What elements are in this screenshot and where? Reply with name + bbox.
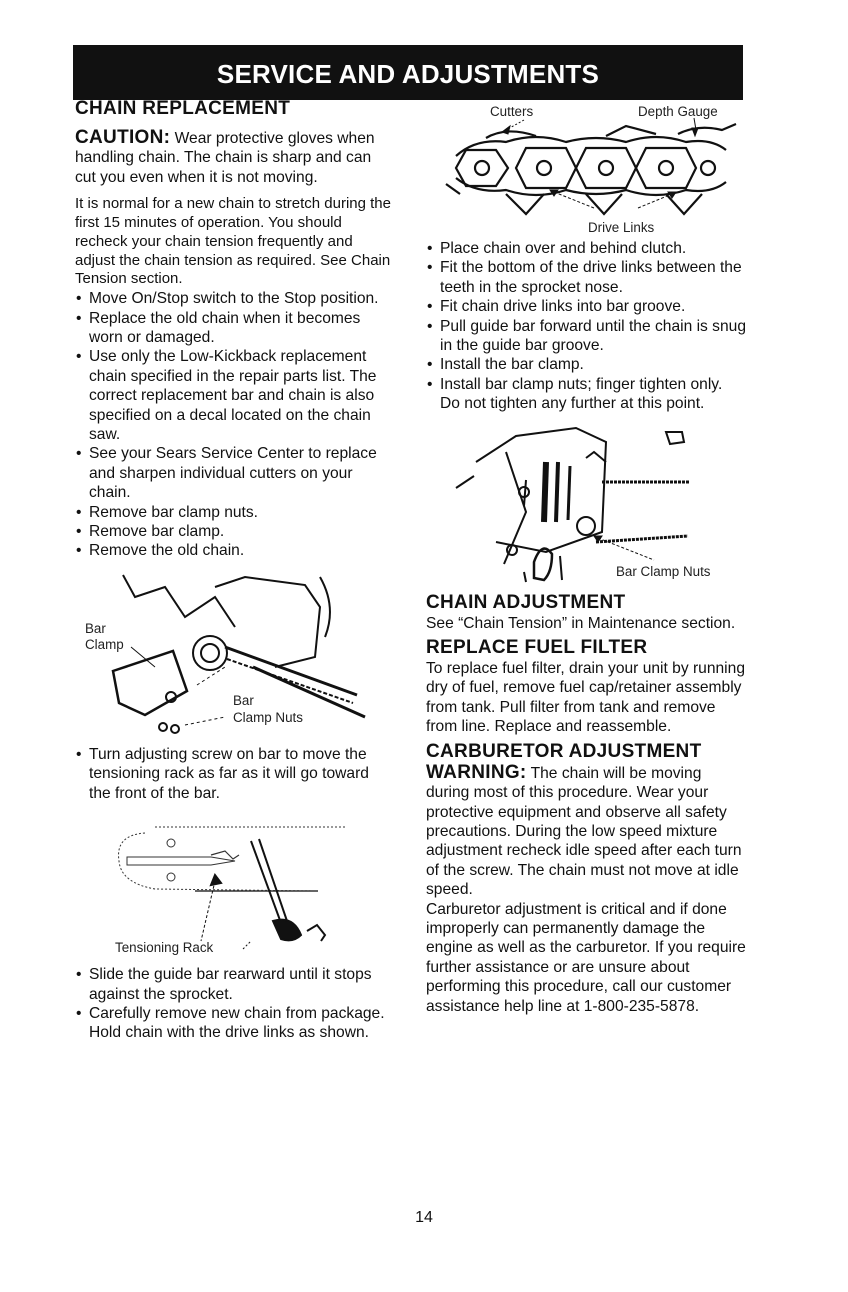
label-bar-clamp-line1: Bar xyxy=(85,620,106,636)
warning-label: WARNING: xyxy=(426,761,527,783)
label-bar-clamp-line2: Clamp xyxy=(85,636,124,652)
list-item: • Fit chain drive links into bar groove. xyxy=(426,297,746,316)
chain-adjustment-heading: CHAIN ADJUSTMENT xyxy=(426,591,626,613)
right-column xyxy=(426,98,746,1016)
page-header-banner: SERVICE AND ADJUSTMENTS xyxy=(73,45,743,100)
list-item: • Fit the bottom of the drive links between the teeth in the sprocket nose. xyxy=(426,258,746,297)
list-item: • Install the bar clamp. xyxy=(426,355,746,374)
replace-fuel-filter-heading: REPLACE FUEL FILTER xyxy=(426,637,648,659)
warning-text: The chain will be moving during most of this procedure. Wear your protective equipment and observe all safety precautions. During the low speed mixture adjustment recheck idle speed after each turn of the screw. The chain must not move at idle speed. xyxy=(426,764,742,899)
intro-paragraph: It is normal for a new chain to stretch during the first 15 minutes of operation. You should recheck your chain tension frequently and adjust the chain tension as required. See Chain Tension section. xyxy=(75,195,391,288)
list-item: • Turn adjusting screw on bar to move the tensioning rack as far as it will go toward the front of the bar. xyxy=(75,745,393,803)
list-item: • Move On/Stop switch to the Stop position. xyxy=(75,289,393,308)
replace-fuel-filter-text: To replace fuel filter, drain your unit by running dry of fuel, remove fuel cap/retainer assembly from tank. Pull filter from tank and remove from line. Replace and reassemble. xyxy=(426,660,745,736)
list-item: • Carefully remove new chain from package. Hold chain with the drive links as shown. xyxy=(75,1004,393,1043)
replacement-steps-list xyxy=(75,289,393,561)
chain-install-steps-list xyxy=(426,239,746,414)
list-item: • Slide the guide bar rearward until it stops against the sprocket. xyxy=(75,965,393,1004)
list-item: • See your Sears Service Center to replace and sharpen individual cutters on your chain. xyxy=(75,444,393,502)
left-column xyxy=(75,98,393,1043)
chain-adjustment-text: See “Chain Tension” in Maintenance section. xyxy=(426,614,736,632)
label-tensioning-rack: Tensioning Rack xyxy=(115,940,214,956)
clamp-nuts-figure xyxy=(426,422,746,584)
list-item: • Remove the old chain. xyxy=(75,541,393,560)
list-item: • Replace the old chain when it becomes worn or damaged. xyxy=(75,309,393,348)
tensioning-rack-figure xyxy=(75,811,393,959)
label-depth-gauge: Depth Gauge xyxy=(638,104,718,119)
page-number: 14 xyxy=(415,1209,433,1226)
warning-paragraph xyxy=(426,763,746,900)
chain-parts-figure xyxy=(426,98,746,233)
list-item: • Remove bar clamp nuts. xyxy=(75,503,393,522)
guide-bar-tensioning-illustration xyxy=(75,811,393,959)
carburetor-adjustment-text: Carburetor adjustment is critical and if done improperly can permanently damage the engine as well as the carburetor. If you require further assistance or are unsure about performing this procedure, call our customer assistance help line at 1-800-235-5878. xyxy=(426,900,746,1015)
label-drive-links: Drive Links xyxy=(588,220,655,235)
chain-replacement-heading: CHAIN REPLACEMENT xyxy=(75,98,291,119)
list-item: • Install bar clamp nuts; finger tighten only. Do not tighten any further at this point. xyxy=(426,375,746,414)
caution-label: CAUTION: xyxy=(75,127,171,148)
list-item: • Pull guide bar forward until the chain is snug in the guide bar groove. xyxy=(426,317,746,356)
carburetor-adjustment-heading: CARBURETOR ADJUSTMENT xyxy=(426,740,702,762)
list-item: • Remove bar clamp. xyxy=(75,522,393,541)
caution-paragraph xyxy=(75,128,393,187)
bar-clamp-figure xyxy=(75,567,393,739)
new-chain-steps-list xyxy=(75,965,393,1043)
label-bar-clamp-nuts: Bar Clamp Nuts xyxy=(616,563,711,579)
label-clamp-nuts-line2: Clamp Nuts xyxy=(233,709,303,725)
list-item: • Place chain over and behind clutch. xyxy=(426,239,746,258)
caution-text: Wear protective gloves when handling chain. The chain is sharp and can cut you even when it is not moving. xyxy=(75,130,375,186)
bar-clamp-nuts-illustration xyxy=(426,422,746,584)
list-item: • Use only the Low-Kickback replacement chain specified in the repair parts list. The correct replacement bar and chain is also specified on a decal located on the chain saw. xyxy=(75,347,393,444)
label-cutters: Cutters xyxy=(490,104,534,119)
label-clamp-nuts-line1: Bar xyxy=(233,692,254,708)
tension-steps-list xyxy=(75,745,393,803)
